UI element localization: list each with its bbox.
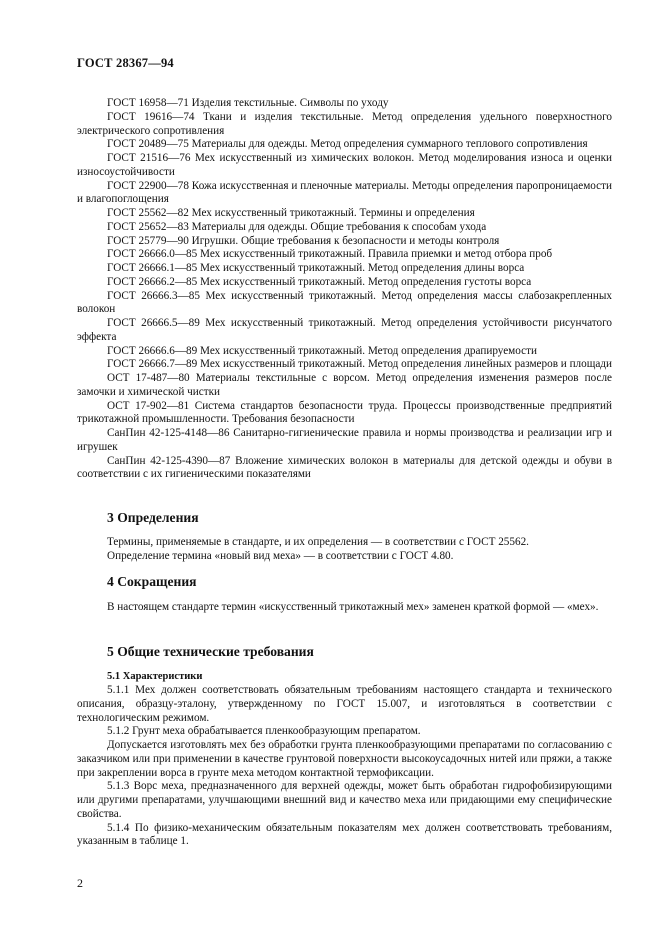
- reference-item: СанПин 42-125-4148—86 Санитарно-гигиенические правила и нормы производства и реализации игр и игрушек: [77, 427, 612, 453]
- reference-item: ОСТ 17-902—81 Система стандартов безопасности труда. Процессы производственные предприятий трикотажной промышленности. Требования безопасности: [77, 399, 612, 426]
- reference-item: ГОСТ 25562—82 Мех искусственный трикотажный. Термины и определения: [107, 207, 475, 219]
- section-5-heading: 5 Общие технические требования: [107, 644, 314, 659]
- section-5-body: [77, 684, 612, 849]
- document-header: ГОСТ 28367—94: [77, 56, 174, 70]
- reference-item: ГОСТ 21516—76 Мех искусственный из химических волокон. Метод моделирования износа и оценки износоустойчивости: [77, 152, 612, 178]
- reference-item: ГОСТ 26666.6—89 Мех искусственный трикотажный. Метод определения драпируемости: [107, 344, 537, 357]
- section-3-paragraph: Термины, применяемые в стандарте, и их определения — в соответствии с ГОСТ 25562.: [107, 536, 529, 548]
- section-5-paragraph: 5.1.4 По физико-механическим обязательным показателям мех должен соответствовать требованиям, указанным в таблице 1.: [77, 821, 612, 848]
- reference-item: ГОСТ 25779—90 Игрушки. Общие требования к безопасности и методы контроля: [107, 234, 500, 247]
- reference-item: ГОСТ 26666.1—85 Мех искусственный трикотажный. Метод определения длины ворса: [107, 262, 525, 274]
- section-4-paragraph: В настоящем стандарте термин «искусственный трикотажный мех» заменен краткой формой — «мех».: [107, 601, 599, 613]
- section-5-paragraph: Допускается изготовлять мех без обработки грунта пленкообразующими препаратами по согласованию с заказчиком или при применении в качестве грунтовой поверхности высокоусадочных нитей или пряжи, а также при закреплении ворса в грунте меха методом контактной термофиксации.: [77, 739, 612, 779]
- section-3-body: [77, 536, 612, 564]
- page-number: 2: [77, 876, 83, 890]
- reference-list: [77, 97, 612, 482]
- section-5-paragraph: 5.1.2 Грунт меха обрабатывается пленкообразующим препаратом.: [107, 725, 421, 738]
- reference-item: ГОСТ 16958—71 Изделия текстильные. Символы по уходу: [107, 97, 389, 109]
- reference-item: СанПин 42-125-4390—87 Вложение химических волокон в материалы для детской одежды и обуви в соответствии с их гигиеническими показателями: [77, 454, 612, 481]
- section-4-body: [77, 601, 612, 615]
- section-5-paragraph: 5.1.1 Мех должен соответствовать обязательным требованиям настоящего стандарта и технического описания, образцу-эталону, утвержденному по ГОСТ 15.007, и изготовляться в соответствии с технологическим режимом.: [77, 684, 612, 724]
- reference-item: ГОСТ 26666.3—85 Мех искусственный трикотажный. Метод определения массы слабозакрепленных волокон: [77, 289, 612, 316]
- section-3-heading: 3 Определения: [107, 510, 199, 525]
- reference-item: ГОСТ 22900—78 Кожа искусственная и пленочные материалы. Методы определения паропроницаемости и влагопоглощения: [77, 179, 612, 206]
- reference-item: ОСТ 17-487—80 Материалы текстильные с ворсом. Метод определения изменения размеров после замочки и химической чистки: [77, 372, 612, 398]
- reference-item: ГОСТ 26666.7—89 Мех искусственный трикотажный. Метод определения линейных размеров и площади: [107, 358, 612, 371]
- section-5-1-heading: 5.1 Характеристики: [107, 671, 203, 682]
- reference-item: ГОСТ 26666.2—85 Мех искусственный трикотажный. Метод определения густоты ворса: [107, 275, 532, 288]
- reference-item: ГОСТ 26666.0—85 Мех искусственный трикотажный. Правила приемки и метод отбора проб: [107, 248, 553, 261]
- reference-item: ГОСТ 25652—83 Материалы для одежды. Общие требования к способам ухода: [107, 220, 487, 233]
- reference-item: ГОСТ 19616—74 Ткани и изделия текстильные. Метод определения удельного поверхностного электрического сопротивления: [77, 110, 612, 137]
- reference-item: ГОСТ 20489—75 Материалы для одежды. Метод определения суммарного теплового сопротивления: [107, 138, 588, 151]
- section-3-paragraph: Определение термина «новый вид меха» — в соответствии с ГОСТ 4.80.: [107, 549, 454, 562]
- section-5-paragraph: 5.1.3 Ворс меха, предназначенного для верхней одежды, может быть обработан гидрофобизирующими или другими препаратами, улучшающими внешний вид и качество меха или придающими ему специфические свойства.: [77, 780, 612, 820]
- reference-item: ГОСТ 26666.5—89 Мех искусственный трикотажный. Метод определения устойчивости рисунчатого эффекта: [77, 317, 612, 343]
- section-4-heading: 4 Сокращения: [107, 574, 197, 589]
